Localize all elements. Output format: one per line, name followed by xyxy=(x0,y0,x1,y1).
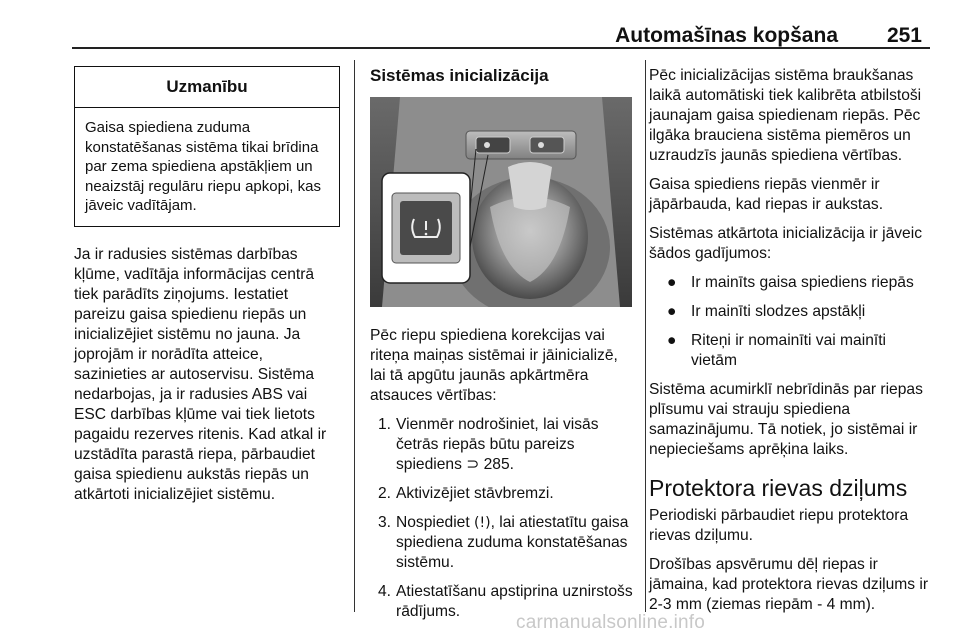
column-right xyxy=(649,66,931,624)
column-left xyxy=(74,66,340,514)
malfunction-paragraph: Ja ir radusies sistēmas darbības kļūme, vadītāja informācijas centrā tiek parādīts ziņojums. Iestatiet pareizu gaisa spiedienu riepās un inicializējiet sistēmu no jauna. Ja joprojām ir norādīta atteice, sazinieties ar autoservisu. Sistēma nedarbojas, ja ir radusies ABS vai ESC darbības kļūme vai tiek lietots pagaidu rezerves ritenis. Kad atkal ir uzstādīta parastā riepa, pārbaudiet gaisa spiedienu aukstās riepās un atkārtoti inicializējiet sistēmu. xyxy=(74,245,327,503)
delay-warning-paragraph: Sistēma acumirklī nebrīdinās par riepas plīsumu vai strauju spiediena samazinājumu. Tā notiek, jo sistēmai ir nepieciešams aprēķina laiks. xyxy=(649,381,923,458)
tire-pressure-warning-icon: (!) xyxy=(474,515,491,531)
tread-limit-paragraph: Drošības apsvērumu dēļ riepas ir jāmaina, kad protektora rievas dziļums ir 2-3 mm (ziemas riepām - 4 mm). xyxy=(649,556,929,613)
step-item: 4. Atiestatīšanu apstiprina uznirstošs rādījums. xyxy=(378,583,633,620)
step-item: 2. Aktivizējiet stāvbremzi. xyxy=(378,485,554,502)
calibration-paragraph: Pēc inicializācijas sistēma braukšanas laikā automātiski tiek kalibrēta atbilstoši jaunajam gaisa spiedienam riepās. Pēc ilgāka brauciena sistēma piemēros un uzraudzīs jaunās spiediena vērtības. xyxy=(649,67,922,164)
reinit-cases-list xyxy=(649,273,931,371)
page-number: 251 xyxy=(886,24,922,47)
reinit-cases-paragraph: Sistēmas atkārtota inicializācija ir jāveic šādos gadījumos: xyxy=(649,225,922,262)
column-divider-2 xyxy=(645,60,646,612)
page-header xyxy=(72,22,930,48)
section-title-initialization: Sistēmas inicializācija xyxy=(370,66,549,85)
column-divider-1 xyxy=(354,60,355,612)
watermark-text: carmanualsonline.info xyxy=(516,612,706,633)
initialization-intro: Pēc riepu spiediena korekcijas vai riteņa maiņas sistēmai ir jāinicializē, lai tā apgūtu jaunās apkārtmēra atsauces vērtības: xyxy=(370,327,618,404)
step-item: 3. Nospiediet (!), lai atiestatītu gaisa spiediena zuduma konstatēšanas sistēmu. xyxy=(378,514,629,571)
list-item: ● Ir mainīti slodzes apstākļi xyxy=(667,303,866,320)
tpms-button-photo xyxy=(370,97,632,307)
list-item: ● Riteņi ir nomainīti vai mainīti vietām xyxy=(667,332,886,369)
page-title: Automašīnas kopšana xyxy=(615,24,838,47)
tread-check-paragraph: Periodiski pārbaudiet riepu protektora rievas dziļumu. xyxy=(649,507,909,544)
step-item: 1. Vienmēr nodrošiniet, lai visās četrās riepās būtu pareizs spiediens ⊃ 285. xyxy=(378,416,599,473)
caution-title: Uzmanību xyxy=(75,67,339,108)
list-item: ● Ir mainīts gaisa spiediens riepās xyxy=(667,274,914,291)
header-divider xyxy=(72,47,930,49)
caution-box xyxy=(74,66,340,227)
column-middle xyxy=(370,66,634,631)
caution-text: Gaisa spiediena zuduma konstatēšanas sistēma tikai brīdina par zema spiediena apstākļiem un neaizstāj regulāru riepu apkopi, kas jāveic vadītājam. xyxy=(85,119,321,214)
section-title-tread-depth: Protektora rievas dziļums xyxy=(649,475,908,501)
cold-tires-paragraph: Gaisa spiediens riepās vienmēr ir jāpārbauda, kad riepas ir aukstas. xyxy=(649,176,884,213)
initialization-steps xyxy=(370,415,634,622)
